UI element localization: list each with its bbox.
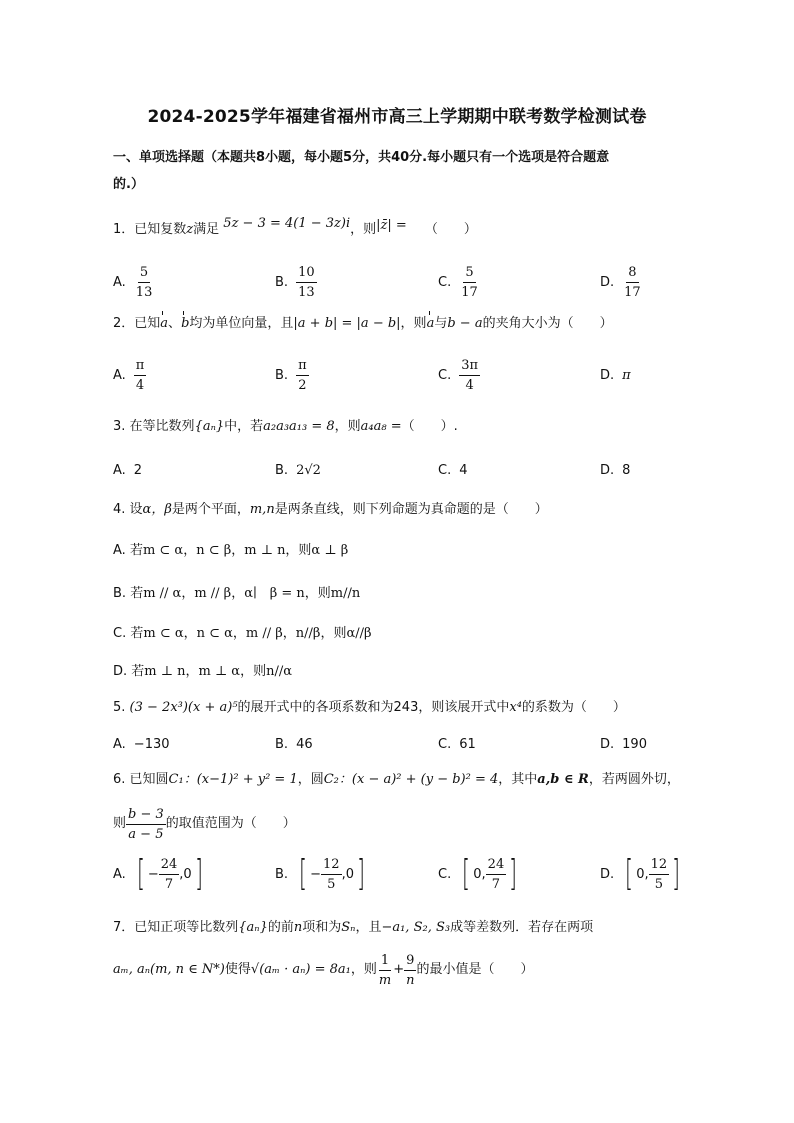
question-6: 6. 已知圆C₁：(x−1)² + y² = 1，圆C₂：(x − a)² + (y − b)² = 4，其中a,b ∈ R，若两圆外切， — [113, 772, 680, 787]
option-a[interactable]: A. $\frac{\pi}{4}$ — [113, 357, 145, 393]
option-d[interactable]: D. π — [600, 367, 631, 383]
question-5: 5. (3 − 2x³)(x + a)⁵的展开式中的各项系数和为243，则该展开式中x⁴的系数为（ ） — [113, 700, 626, 715]
option-c[interactable]: C. 4 — [438, 462, 468, 478]
question-3-options — [113, 450, 693, 490]
option-c[interactable]: C. $\frac{3\pi}{4}$ — [438, 357, 479, 393]
option-b[interactable]: B. $\frac{10}{13}$ — [275, 264, 315, 300]
question-4: 4. 设α，β是两个平面，m,n是两条直线，则下列命题为真命题的是（ ） — [113, 502, 548, 517]
question-5-options — [113, 724, 693, 764]
q2-condition: |a + b| = |a − b| — [293, 316, 401, 331]
option-b[interactable]: B. 2√2 — [275, 462, 321, 478]
option-b[interactable]: B. 若m // α，m // β，α∣ β = n，则m//n — [113, 586, 361, 601]
question-6-line2: 则 $\frac{b - 3}{a - 5}$ 的取值范围为（ ） — [113, 806, 296, 842]
question-1-options — [113, 262, 693, 302]
option-b[interactable]: B. 46 — [275, 736, 313, 752]
option-b[interactable]: B. $\frac{\pi}{2}$ — [275, 357, 307, 393]
question-6-options — [113, 852, 693, 896]
option-a[interactable]: A. −130 — [113, 736, 170, 752]
question-7: 7．已知正项等比数列{aₙ}的前n项和为Sₙ，且−a₁, S₂, S₃成等差数列．若存在两项 — [113, 920, 594, 935]
option-d[interactable]: D. 8 — [600, 462, 631, 478]
q1-equation: 5z − 3 = 4(1 − 3z)i — [223, 216, 351, 231]
q1-abs: |z̄| = — [376, 218, 407, 233]
option-d[interactable]: D. $\frac{8}{17}$ — [600, 264, 641, 300]
question-7-line2: aₘ, aₙ(m, n ∈ N*) 使得 √(aₘ · aₙ) = 8a₁ ，则 $\frac{1}{m}$ + $\frac{9}{n}$ 的最小值是（ ） — [113, 952, 534, 988]
question-2: 2．已知a、b均为单位向量，且|a + b| = |a − b|，则a与b − a的夹角大小为（ ） — [113, 314, 693, 334]
option-b[interactable]: B. [ − $\frac{12}{5}$ ,0 ] — [275, 853, 365, 894]
option-c[interactable]: C. [ 0, $\frac{24}{7}$ ] — [438, 853, 518, 894]
section-heading — [113, 144, 693, 198]
option-c[interactable]: C. $\frac{5}{17}$ — [438, 264, 478, 300]
option-a[interactable]: A. [ − $\frac{24}{7}$ ,0 ] — [113, 853, 203, 894]
option-d[interactable]: D. [ 0, $\frac{12}{5}$ ] — [600, 853, 681, 894]
option-a[interactable]: A. 2 — [113, 462, 143, 478]
option-d[interactable]: D. 190 — [600, 736, 647, 752]
page-title: 2024-2025学年福建省福州市高三上学期期中联考数学检测试卷 — [147, 107, 647, 127]
question-1: 1．已知复数z满足 5z − 3 = 4(1 − 3z)i，则|z̄| = （ ） — [113, 216, 477, 237]
section-heading-line2: 的.） — [113, 177, 144, 192]
option-d[interactable]: D. 若m ⊥ n，m ⊥ α，则n//α — [113, 664, 292, 679]
section-heading-line1: 一、单项选择题（本题共8小题，每小题5分，共40分.每小题只有一个选项是符合题意 — [113, 150, 610, 165]
question-2-options — [113, 355, 693, 395]
option-a[interactable]: A. 若m ⊂ α，n ⊂ β，m ⊥ n，则α ⊥ β — [113, 543, 349, 558]
option-c[interactable]: C. 61 — [438, 736, 476, 752]
option-c[interactable]: C. 若m ⊂ α，n ⊂ α，m // β，n//β，则α//β — [113, 626, 372, 641]
question-3: 3. 在等比数列{aₙ}中，若a₂a₃a₁₃ = 8，则a₄a₈ =（ ）. — [113, 419, 458, 434]
option-a[interactable]: A. $\frac{5}{13}$ — [113, 264, 153, 300]
